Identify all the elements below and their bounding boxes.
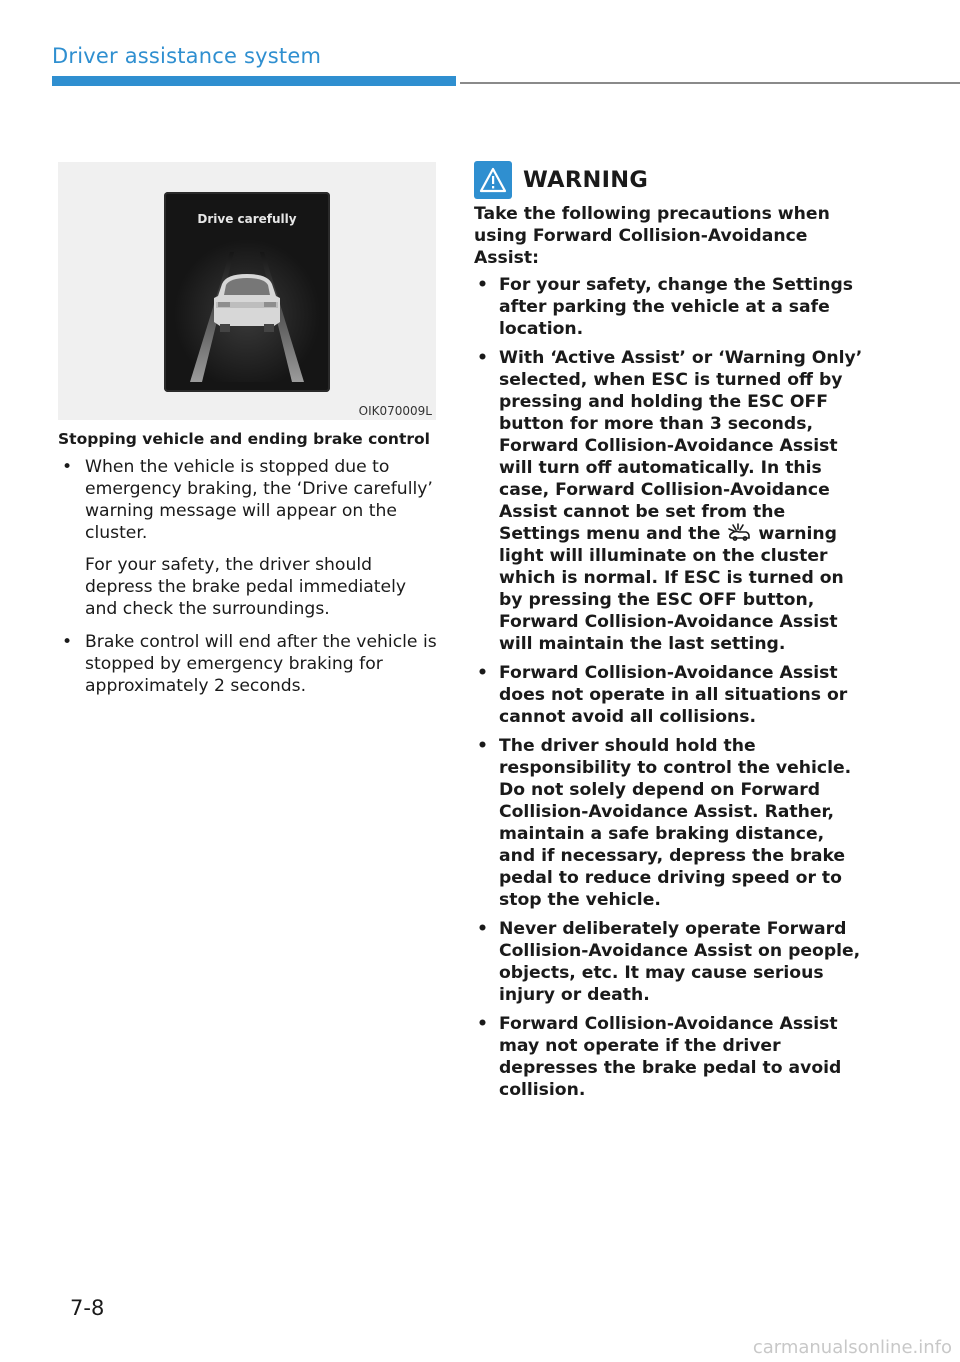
forward-collision-warning-icon: [726, 523, 752, 543]
list-item: [58, 456, 438, 620]
list-item-text: warning light will illuminate on the cluster which is normal. If ESC is turned on by pressing the ESC OFF button, Forward Collision-Avoidance Assist will maintain the last setting.: [499, 524, 844, 654]
list-item-text: Never deliberately operate Forward Collision-Avoidance Assist on people, objects, etc. It may cause serious injury or death.: [499, 919, 861, 1005]
left-bullet-list: [58, 456, 438, 708]
bullet: •: [477, 736, 488, 756]
list-item: [58, 631, 438, 697]
list-item-text: For your safety, the driver should depress the brake pedal immediately and check the surroundings.: [85, 555, 407, 619]
list-item-text: With ‘Active Assist’ or ‘Warning Only’ selected, when ESC is turned off by pressing and holding the ESC OFF button for more than 3 seconds, Forward Collision-Avoidance Assist will turn off automatically. In this case, Forward Collision-Avoidance Assist cannot be set from the Settings menu and the: [499, 348, 863, 544]
list-item: [474, 274, 864, 340]
bullet: •: [477, 1014, 488, 1034]
list-item-text: For your safety, change the Settings after parking the vehicle at a safe location.: [499, 275, 854, 339]
list-item: [474, 735, 864, 911]
list-item: [474, 662, 864, 728]
car-rear-icon: [164, 192, 330, 392]
section-title: Driver assistance system: [52, 44, 322, 68]
bullet: •: [477, 275, 488, 295]
list-item: [474, 347, 864, 655]
list-item: [474, 918, 864, 1006]
watermark: carmanualsonline.info: [752, 1337, 952, 1358]
list-item-text: The driver should hold the responsibility to control the vehicle. Do not solely depend on Forward Collision-Avoidance Assist. Rather, maintain a safe braking distance, and if necessary, depress the brake pedal to reduce driving speed or to stop the vehicle.: [499, 736, 852, 910]
bullet: •: [477, 919, 488, 939]
warning-bullet-list: [474, 274, 864, 1108]
bullet: •: [62, 632, 73, 652]
warning-header: [474, 160, 648, 200]
cluster-display: [164, 192, 330, 392]
header-accent-bar: [52, 76, 456, 86]
subsection-heading: Stopping vehicle and ending brake control: [58, 430, 430, 448]
cluster-message: Drive carefully: [197, 212, 297, 226]
figure-code: OIK070009L: [358, 404, 432, 418]
page-number: 7-8: [70, 1296, 105, 1320]
bullet: •: [477, 348, 488, 368]
bullet: •: [477, 663, 488, 683]
warning-intro: Take the following precautions when using Forward Collision-Avoidance Assist:: [474, 204, 830, 268]
list-item-text: When the vehicle is stopped due to emergency braking, the ‘Drive carefully’ warning message will appear on the cluster.: [85, 457, 433, 543]
list-item: [474, 1013, 864, 1101]
header-rule: [460, 82, 960, 84]
list-item-text: Forward Collision-Avoidance Assist may not operate if the driver depresses the brake pedal to avoid collision.: [499, 1014, 842, 1100]
cluster-figure: [58, 162, 436, 420]
warning-triangle-icon: [474, 161, 512, 199]
bullet: •: [62, 457, 73, 477]
list-item-text: Forward Collision-Avoidance Assist does not operate in all situations or cannot avoid all collisions.: [499, 663, 848, 727]
warning-title: WARNING: [523, 167, 649, 193]
list-item-text: Brake control will end after the vehicle is stopped by emergency braking for approximately 2 seconds.: [85, 632, 437, 696]
